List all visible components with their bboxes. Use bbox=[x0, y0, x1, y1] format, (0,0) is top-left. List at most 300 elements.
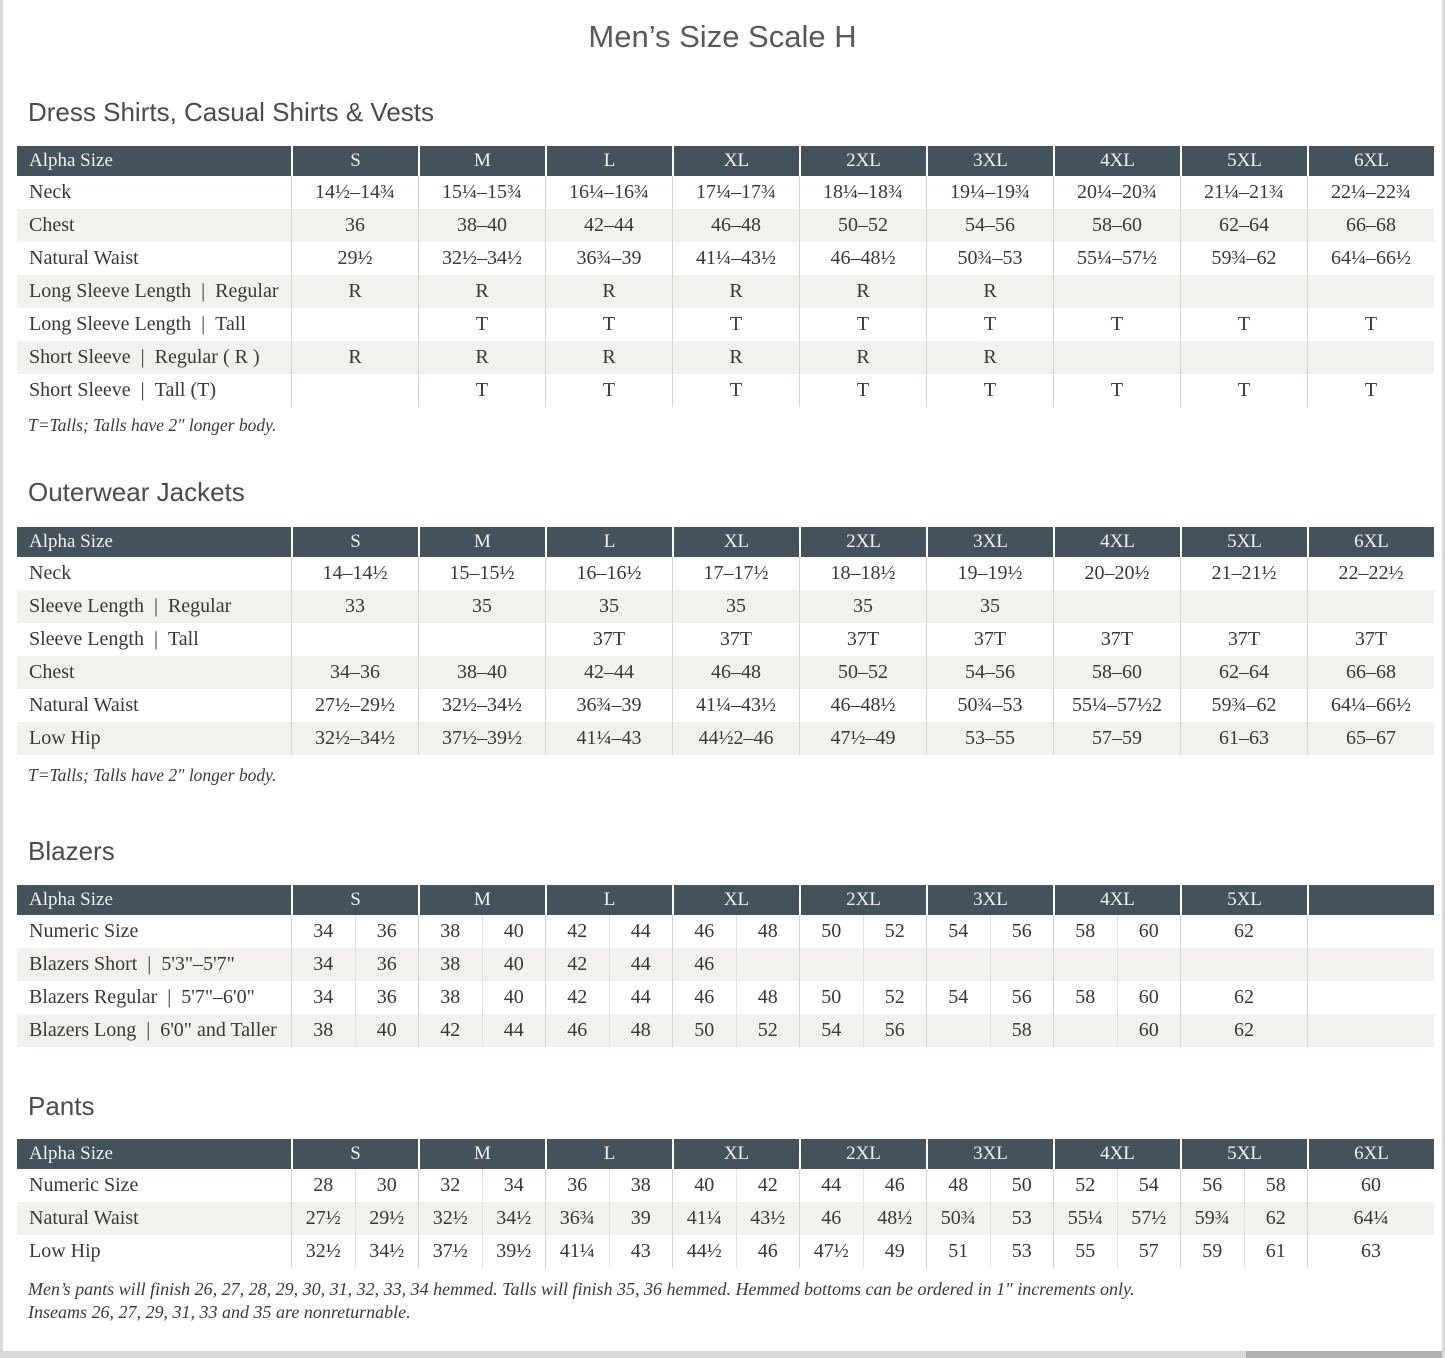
table-cell bbox=[799, 1235, 926, 1268]
table-subcell: 44 bbox=[482, 1014, 546, 1047]
column-header-2xl: 2XL bbox=[799, 1139, 926, 1169]
table-cell bbox=[545, 948, 672, 981]
table-cell: 36 bbox=[291, 209, 418, 242]
table-cell: T bbox=[418, 374, 545, 407]
table-cell: 58–60 bbox=[1053, 656, 1180, 689]
row-label: Short Sleeve | Regular ( R ) bbox=[29, 346, 260, 368]
table-cell: 37T bbox=[926, 623, 1053, 656]
table-cell bbox=[1307, 590, 1434, 623]
table-cell bbox=[672, 1235, 799, 1268]
page-title: Men’s Size Scale H bbox=[588, 19, 857, 54]
section-heading-outerwear: Outerwear Jackets bbox=[28, 477, 245, 507]
table-subcell: 56 bbox=[863, 1014, 927, 1047]
table-cell: 64¼ bbox=[1307, 1202, 1434, 1235]
column-header-s: S bbox=[291, 885, 418, 915]
table-subcell: 60 bbox=[1117, 1014, 1181, 1047]
table-header-row bbox=[17, 885, 1434, 915]
section-heading-dress-shirts: Dress Shirts, Casual Shirts & Vests bbox=[28, 97, 435, 127]
table-cell bbox=[1053, 948, 1180, 981]
table-row bbox=[17, 557, 1434, 590]
table-header-row bbox=[17, 527, 1434, 557]
column-header-alpha-size: Alpha Size bbox=[17, 1139, 291, 1169]
table-cell: R bbox=[926, 341, 1053, 374]
table-subcell: 38 bbox=[609, 1169, 673, 1202]
table-cell: 42–44 bbox=[545, 209, 672, 242]
table-row bbox=[17, 623, 1434, 656]
table-cell bbox=[418, 981, 545, 1014]
table-subcell: 34½ bbox=[482, 1202, 546, 1235]
table-cell bbox=[926, 1169, 1053, 1202]
column-header-s: S bbox=[291, 146, 418, 176]
table-cell: T bbox=[926, 374, 1053, 407]
column-header-alpha-size: Alpha Size bbox=[17, 146, 291, 176]
table-cell: R bbox=[418, 275, 545, 308]
table-subcell: 40 bbox=[482, 948, 546, 981]
table-subcell bbox=[927, 948, 990, 981]
table-cell: 44½2–46 bbox=[672, 722, 799, 755]
column-header-5xl: 5XL bbox=[1180, 1139, 1307, 1169]
table-cell: 14½–14¾ bbox=[291, 176, 418, 209]
table-header-row bbox=[17, 146, 1434, 176]
table-cell: 64¼–66½ bbox=[1307, 689, 1434, 722]
column-header-l: L bbox=[545, 146, 672, 176]
table-cell bbox=[799, 915, 926, 948]
table-row bbox=[17, 590, 1434, 623]
table-subcell: 51 bbox=[948, 1240, 969, 1262]
column-header-s: S bbox=[291, 527, 418, 557]
table-subcell: 57 bbox=[1117, 1235, 1181, 1268]
table-subcell: 60 bbox=[1117, 981, 1181, 1014]
column-header-5xl: 5XL bbox=[1180, 146, 1307, 176]
table-subcell: 49 bbox=[863, 1235, 927, 1268]
table-subcell bbox=[1054, 948, 1117, 981]
table-cell bbox=[291, 1202, 418, 1235]
table-subcell: 44 bbox=[821, 1174, 842, 1196]
table-subcell: 54 bbox=[948, 986, 969, 1008]
row-label: Numeric Size bbox=[29, 920, 139, 942]
table-cell: 32½–34½ bbox=[291, 722, 418, 755]
table-cell bbox=[291, 1235, 418, 1268]
table-subcell: 44½ bbox=[686, 1240, 722, 1262]
column-header-2xl: 2XL bbox=[799, 527, 926, 557]
table-cell bbox=[1180, 1169, 1307, 1202]
table-subcell: 46 bbox=[694, 986, 715, 1008]
table-cell: 27½–29½ bbox=[291, 689, 418, 722]
table-subcell: 36 bbox=[567, 1174, 588, 1196]
table-subcell: 34 bbox=[313, 953, 334, 975]
table-cell: T bbox=[545, 308, 672, 341]
table-cell: 53–55 bbox=[926, 722, 1053, 755]
table-subcell: 42 bbox=[736, 1169, 800, 1202]
table-cell: 46–48 bbox=[672, 209, 799, 242]
table-row bbox=[17, 275, 1434, 308]
column-header-s: S bbox=[291, 1139, 418, 1169]
table-subcell: 44 bbox=[609, 981, 673, 1014]
row-label: Neck bbox=[29, 181, 72, 203]
table-cell bbox=[926, 981, 1053, 1014]
table-cell bbox=[1307, 915, 1434, 948]
dress-shirts-table bbox=[17, 146, 1434, 407]
table-cell bbox=[291, 981, 418, 1014]
table-cell: 62 bbox=[1180, 915, 1307, 948]
table-cell: 47½–49 bbox=[799, 722, 926, 755]
table-cell: 32½–34½ bbox=[418, 242, 545, 275]
table-subcell: 46 bbox=[736, 1235, 800, 1268]
table-subcell: 53 bbox=[990, 1235, 1054, 1268]
table-subcell: 61 bbox=[1244, 1235, 1308, 1268]
table-cell bbox=[1180, 1235, 1307, 1268]
table-cell: 59¾–62 bbox=[1180, 689, 1307, 722]
table-cell: R bbox=[926, 275, 1053, 308]
table-cell bbox=[291, 948, 418, 981]
table-subcell: 34 bbox=[313, 920, 334, 942]
table-subcell: 34 bbox=[313, 986, 334, 1008]
column-header-3xl: 3XL bbox=[926, 885, 1053, 915]
table-subcell bbox=[1117, 948, 1181, 981]
table-cell bbox=[1053, 915, 1180, 948]
table-subcell: 27½ bbox=[305, 1207, 341, 1229]
table-cell bbox=[926, 1235, 1053, 1268]
row-label: Long Sleeve Length | Tall bbox=[29, 313, 246, 335]
table-cell: 36¾–39 bbox=[545, 689, 672, 722]
table-cell bbox=[672, 915, 799, 948]
table-cell: 54–56 bbox=[926, 209, 1053, 242]
table-subcell: 52 bbox=[863, 981, 927, 1014]
table-subcell: 48 bbox=[609, 1014, 673, 1047]
table-cell: 22–22½ bbox=[1307, 557, 1434, 590]
table-cell bbox=[291, 374, 418, 407]
table-cell: R bbox=[418, 341, 545, 374]
column-header-5xl: 5XL bbox=[1180, 885, 1307, 915]
table-cell bbox=[926, 915, 1053, 948]
table-cell bbox=[672, 1014, 799, 1047]
table-cell bbox=[545, 1169, 672, 1202]
table-cell: 37½–39½ bbox=[418, 722, 545, 755]
table-subcell: 50 bbox=[694, 1019, 715, 1041]
column-header-4xl: 4XL bbox=[1053, 885, 1180, 915]
table-subcell: 52 bbox=[863, 915, 927, 948]
row-label: Neck bbox=[29, 562, 72, 584]
table-cell bbox=[1180, 1202, 1307, 1235]
outerwear-table bbox=[17, 527, 1434, 755]
table-subcell: 42 bbox=[567, 953, 588, 975]
table-subcell: 46 bbox=[694, 953, 715, 975]
table-cell bbox=[291, 915, 418, 948]
table-subcell: 56 bbox=[990, 915, 1054, 948]
table-subcell: 52 bbox=[736, 1014, 800, 1047]
table-cell: T bbox=[1180, 308, 1307, 341]
scrollbar-thumb[interactable] bbox=[1246, 1351, 1442, 1358]
column-header-xl: XL bbox=[672, 527, 799, 557]
column-header-4xl: 4XL bbox=[1053, 1139, 1180, 1169]
table-subcell: 41¼ bbox=[686, 1207, 722, 1229]
table-cell: 50¾–53 bbox=[926, 689, 1053, 722]
table-cell: T bbox=[1307, 308, 1434, 341]
table-cell bbox=[672, 948, 799, 981]
table-subcell: 50 bbox=[821, 920, 842, 942]
table-subcell: 37½ bbox=[432, 1240, 468, 1262]
table-cell bbox=[418, 623, 545, 656]
row-label: Natural Waist bbox=[29, 694, 139, 716]
section-heading-blazers: Blazers bbox=[28, 836, 115, 866]
dress-shirts-note: T=Talls; Talls have 2" longer body. bbox=[28, 415, 277, 435]
table-cell bbox=[1307, 1014, 1434, 1047]
table-cell bbox=[418, 1235, 545, 1268]
column-header-5xl: 5XL bbox=[1180, 527, 1307, 557]
table-subcell: 62 bbox=[1244, 1202, 1308, 1235]
table-cell: 19¼–19¾ bbox=[926, 176, 1053, 209]
table-cell: 17¼–17¾ bbox=[672, 176, 799, 209]
table-cell: 65–67 bbox=[1307, 722, 1434, 755]
table-cell: 32½–34½ bbox=[418, 689, 545, 722]
table-subcell: 58 bbox=[1075, 986, 1096, 1008]
table-cell bbox=[799, 1202, 926, 1235]
column-header-3xl: 3XL bbox=[926, 1139, 1053, 1169]
pants-table bbox=[17, 1139, 1434, 1268]
table-row bbox=[17, 1014, 1434, 1047]
table-cell bbox=[1053, 1169, 1180, 1202]
table-subcell: 46 bbox=[821, 1207, 842, 1229]
table-cell: 63 bbox=[1307, 1235, 1434, 1268]
column-header-l: L bbox=[545, 527, 672, 557]
table-cell bbox=[1053, 1235, 1180, 1268]
table-cell bbox=[1053, 590, 1180, 623]
table-subcell: 34 bbox=[482, 1169, 546, 1202]
table-cell: T bbox=[1307, 374, 1434, 407]
table-row bbox=[17, 689, 1434, 722]
table-cell: 64¼–66½ bbox=[1307, 242, 1434, 275]
table-cell: 20–20½ bbox=[1053, 557, 1180, 590]
table-cell: 37T bbox=[1307, 623, 1434, 656]
table-subcell: 46 bbox=[694, 920, 715, 942]
footnotes bbox=[28, 1278, 1442, 1324]
table-row bbox=[17, 341, 1434, 374]
table-subcell: 42 bbox=[440, 1019, 461, 1041]
table-cell bbox=[1053, 1202, 1180, 1235]
table-cell: 15¼–15¾ bbox=[418, 176, 545, 209]
table-cell bbox=[926, 948, 1053, 981]
footnote-hemming: Men’s pants will finish 26, 27, 28, 29, 30, 31, 32, 33, 34 hemmed. Talls will finish 35, 36 hemmed. Hemmed bottoms can be ordered in 1" increments only. bbox=[28, 1279, 1135, 1299]
row-label: Low Hip bbox=[29, 1240, 101, 1262]
table-subcell: 55 bbox=[1075, 1240, 1096, 1262]
table-cell: 36¾–39 bbox=[545, 242, 672, 275]
table-subcell: 58 bbox=[1075, 920, 1096, 942]
table-cell: 22¼–22¾ bbox=[1307, 176, 1434, 209]
row-label: Long Sleeve Length | Regular bbox=[29, 280, 279, 302]
table-cell bbox=[1180, 341, 1307, 374]
table-cell: 37T bbox=[1053, 623, 1180, 656]
column-header-4xl: 4XL bbox=[1053, 146, 1180, 176]
table-cell: 18–18½ bbox=[799, 557, 926, 590]
row-label: Low Hip bbox=[29, 727, 101, 749]
table-cell: T bbox=[1053, 374, 1180, 407]
table-cell: 29½ bbox=[291, 242, 418, 275]
row-label: Natural Waist bbox=[29, 1207, 139, 1229]
table-cell bbox=[1180, 590, 1307, 623]
table-subcell: 36 bbox=[355, 981, 419, 1014]
table-subcell: 47½ bbox=[813, 1240, 849, 1262]
table-cell bbox=[1180, 275, 1307, 308]
table-subcell: 43 bbox=[609, 1235, 673, 1268]
column-header-m: M bbox=[418, 146, 545, 176]
table-cell bbox=[418, 1014, 545, 1047]
table-subcell: 36 bbox=[355, 948, 419, 981]
table-subcell: 42 bbox=[567, 920, 588, 942]
table-cell: T bbox=[418, 308, 545, 341]
table-subcell: 54 bbox=[821, 1019, 842, 1041]
table-cell: R bbox=[672, 341, 799, 374]
table-cell: 60 bbox=[1307, 1169, 1434, 1202]
table-subcell: 60 bbox=[1117, 915, 1181, 948]
table-subcell bbox=[863, 948, 927, 981]
table-cell: 46–48½ bbox=[799, 242, 926, 275]
table-cell: 41¼–43½ bbox=[672, 242, 799, 275]
table-cell: 35 bbox=[545, 590, 672, 623]
table-subcell: 40 bbox=[482, 981, 546, 1014]
column-header-alpha-size: Alpha Size bbox=[17, 527, 291, 557]
column-header-l: L bbox=[545, 885, 672, 915]
column-header-2xl: 2XL bbox=[799, 885, 926, 915]
table-row bbox=[17, 722, 1434, 755]
table-subcell: 38 bbox=[440, 986, 461, 1008]
table-cell: T bbox=[672, 374, 799, 407]
table-row bbox=[17, 308, 1434, 341]
table-subcell bbox=[1054, 1014, 1117, 1047]
table-cell: 21–21½ bbox=[1180, 557, 1307, 590]
table-subcell: 48 bbox=[736, 981, 800, 1014]
table-cell: T bbox=[545, 374, 672, 407]
table-cell bbox=[1180, 948, 1307, 981]
table-cell bbox=[1053, 1014, 1180, 1047]
section-heading-pants: Pants bbox=[28, 1091, 95, 1121]
table-cell: 41¼–43½ bbox=[672, 689, 799, 722]
outerwear-note: T=Talls; Talls have 2" longer body. bbox=[28, 765, 277, 785]
table-subcell: 46 bbox=[863, 1169, 927, 1202]
table-subcell: 46 bbox=[567, 1019, 588, 1041]
table-cell: 38–40 bbox=[418, 209, 545, 242]
column-header-l: L bbox=[545, 1139, 672, 1169]
row-label: Numeric Size bbox=[29, 1174, 139, 1196]
table-cell: 58–60 bbox=[1053, 209, 1180, 242]
table-subcell: 40 bbox=[355, 1014, 419, 1047]
table-cell: T bbox=[1053, 308, 1180, 341]
column-header-blank bbox=[1307, 885, 1434, 915]
row-label: Blazers Regular | 5'7"–6'0" bbox=[29, 986, 255, 1008]
table-cell: 59¾–62 bbox=[1180, 242, 1307, 275]
column-header-3xl: 3XL bbox=[926, 146, 1053, 176]
table-subcell: 32½ bbox=[432, 1207, 468, 1229]
row-label: Chest bbox=[29, 214, 75, 236]
table-subcell: 52 bbox=[1075, 1174, 1096, 1196]
table-cell: 14–14½ bbox=[291, 557, 418, 590]
table-cell bbox=[799, 1014, 926, 1047]
table-subcell: 40 bbox=[694, 1174, 715, 1196]
table-subcell: 42 bbox=[567, 986, 588, 1008]
table-cell bbox=[545, 915, 672, 948]
table-cell bbox=[1307, 341, 1434, 374]
table-cell bbox=[1307, 981, 1434, 1014]
table-row bbox=[17, 374, 1434, 407]
table-cell: 66–68 bbox=[1307, 656, 1434, 689]
table-row bbox=[17, 656, 1434, 689]
table-cell: T bbox=[1180, 374, 1307, 407]
table-subcell: 34½ bbox=[355, 1235, 419, 1268]
table-cell: 38–40 bbox=[418, 656, 545, 689]
column-header-3xl: 3XL bbox=[926, 527, 1053, 557]
table-cell bbox=[1053, 341, 1180, 374]
table-subcell: 39 bbox=[609, 1202, 673, 1235]
table-subcell: 53 bbox=[990, 1202, 1054, 1235]
table-cell bbox=[672, 1202, 799, 1235]
table-cell: R bbox=[799, 341, 926, 374]
table-subcell: 38 bbox=[440, 953, 461, 975]
table-subcell: 48 bbox=[948, 1174, 969, 1196]
column-header-6xl: 6XL bbox=[1307, 527, 1434, 557]
table-cell: R bbox=[291, 341, 418, 374]
column-header-xl: XL bbox=[672, 1139, 799, 1169]
table-cell: R bbox=[799, 275, 926, 308]
table-subcell: 40 bbox=[482, 915, 546, 948]
table-cell: 55¼–57½ bbox=[1053, 242, 1180, 275]
horizontal-scrollbar[interactable] bbox=[3, 1351, 1442, 1358]
table-cell: 62 bbox=[1180, 981, 1307, 1014]
table-subcell: 32½ bbox=[305, 1240, 341, 1262]
table-cell: 37T bbox=[1180, 623, 1307, 656]
table-cell bbox=[418, 1202, 545, 1235]
table-cell: 50¾–53 bbox=[926, 242, 1053, 275]
table-subcell: 56 bbox=[1202, 1174, 1223, 1196]
table-cell: T bbox=[799, 374, 926, 407]
table-cell: T bbox=[926, 308, 1053, 341]
table-subcell: 59¾ bbox=[1194, 1207, 1230, 1229]
table-subcell: 44 bbox=[609, 948, 673, 981]
table-cell: R bbox=[291, 275, 418, 308]
table-cell: 66–68 bbox=[1307, 209, 1434, 242]
table-cell: 50–52 bbox=[799, 656, 926, 689]
table-subcell bbox=[736, 948, 800, 981]
column-header-6xl: 6XL bbox=[1307, 1139, 1434, 1169]
table-subcell: 50 bbox=[821, 986, 842, 1008]
row-label: Blazers Short | 5'3"–5'7" bbox=[29, 953, 235, 975]
column-header-xl: XL bbox=[672, 885, 799, 915]
blazers-table bbox=[17, 885, 1434, 1047]
table-cell: 46–48½ bbox=[799, 689, 926, 722]
table-cell bbox=[926, 1202, 1053, 1235]
column-header-6xl: 6XL bbox=[1307, 146, 1434, 176]
column-header-m: M bbox=[418, 1139, 545, 1169]
table-cell: 19–19½ bbox=[926, 557, 1053, 590]
table-subcell: 54 bbox=[948, 920, 969, 942]
table-cell: 61–63 bbox=[1180, 722, 1307, 755]
table-cell bbox=[545, 1202, 672, 1235]
table-row bbox=[17, 981, 1434, 1014]
table-cell: 35 bbox=[418, 590, 545, 623]
table-subcell: 56 bbox=[990, 981, 1054, 1014]
table-row bbox=[17, 242, 1434, 275]
table-cell: 16–16½ bbox=[545, 557, 672, 590]
table-cell bbox=[1307, 948, 1434, 981]
table-subcell: 43½ bbox=[736, 1202, 800, 1235]
table-cell bbox=[672, 981, 799, 1014]
table-subcell: 50¾ bbox=[940, 1207, 976, 1229]
table-subcell: 38 bbox=[440, 920, 461, 942]
table-row bbox=[17, 1235, 1434, 1268]
table-cell: 37T bbox=[672, 623, 799, 656]
table-cell bbox=[291, 308, 418, 341]
table-cell: 34–36 bbox=[291, 656, 418, 689]
table-subcell: 36¾ bbox=[559, 1207, 595, 1229]
table-cell bbox=[545, 1235, 672, 1268]
